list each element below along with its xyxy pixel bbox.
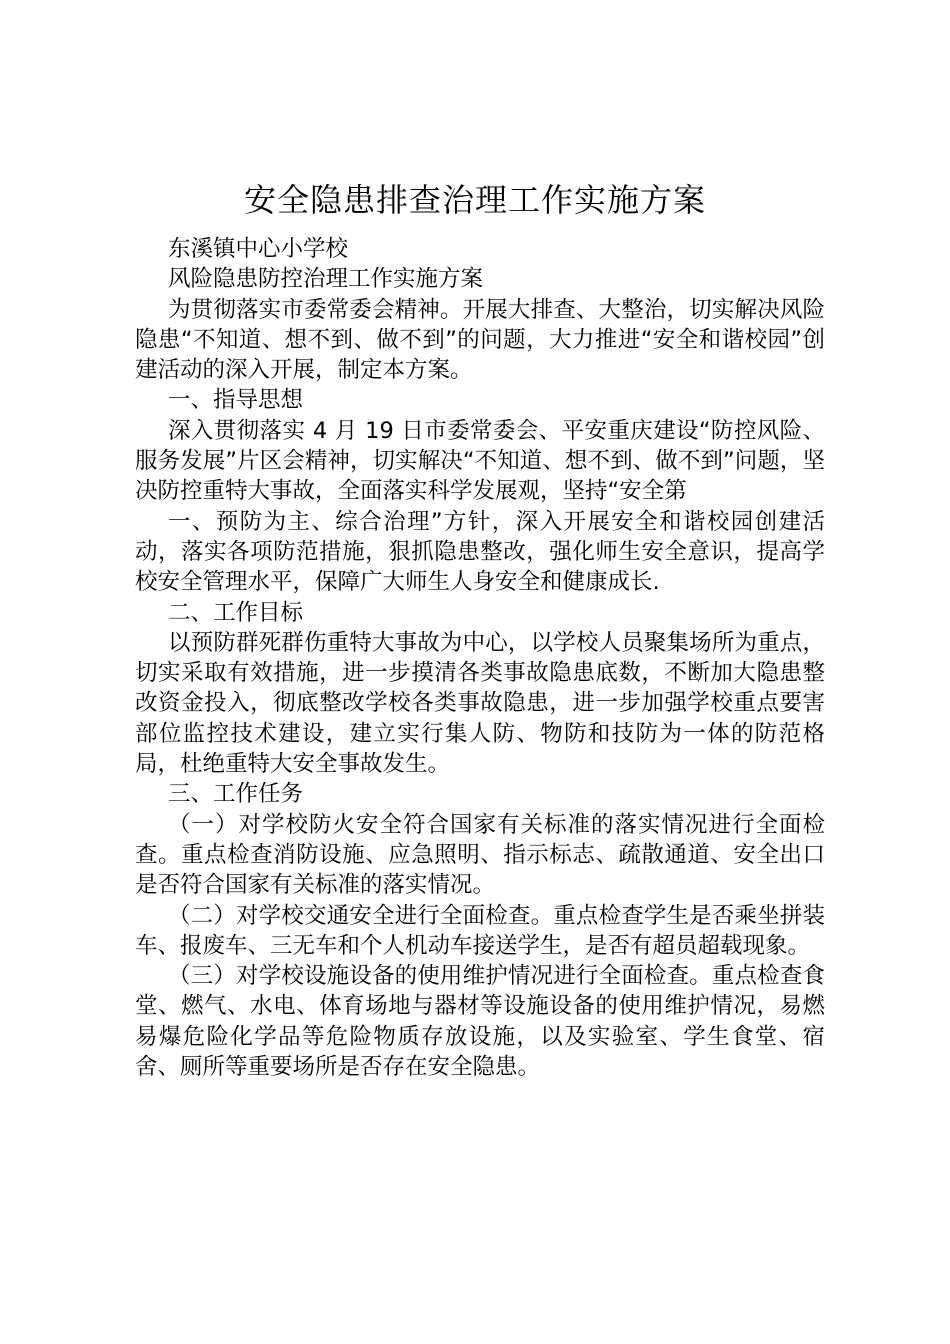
- section-heading-work-goals: 二、工作目标: [168, 599, 304, 626]
- task-item-3: （三）对学校设施设备的使用维护情况进行全面检查。重点检查食堂、燃气、水电、体育场地与器材等设施设备的使用维护情况，易燃易爆危险化学品等危险物质存放设施，以及实验室、学生食堂、宿舍、厕所等重要场所是否存在安全隐患。: [135, 963, 825, 1081]
- plan-subtitle: 风险隐患防控治理工作实施方案: [168, 266, 484, 293]
- task-item-1: （一）对学校防火安全符合国家有关标准的落实情况进行全面检查。重点检查消防设施、应急照明、指示标志、疏散通道、安全出口是否符合国家有关标准的落实情况。: [135, 811, 825, 899]
- guiding-thought-continuation: 一、预防为主、综合治理”方针，深入开展安全和谐校园创建活动，落实各项防范措施，狠抓隐患整改，强化师生安全意识，提高学校安全管理水平，保障广大师生人身安全和健康成长.: [135, 508, 825, 596]
- work-goals-paragraph: 以预防群死群伤重特大事故为中心，以学校人员聚集场所为重点，切实采取有效措施，进一步摸清各类事故隐患底数，不断加大隐患整改资金投入，彻底整改学校各类事故隐患，进一步加强学校重点要害部位监控技术建设，建立实行集人防、物防和技防为一体的防范格局，杜绝重特大安全事故发生。: [135, 629, 825, 778]
- school-name: 东溪镇中心小学校: [168, 236, 349, 262]
- document-body: [135, 234, 825, 1082]
- intro-paragraph: 为贯彻落实市委常委会精神。开展大排查、大整治，切实解决风险隐患“不知道、想不到、做不到”的问题，大力推进“安全和谐校园”创建活动的深入开展，制定本方案。: [135, 296, 825, 384]
- document-title: 安全隐患排查治理工作实施方案: [243, 181, 706, 219]
- section-heading-work-tasks: 三、工作任务: [168, 781, 304, 808]
- section-heading-guiding-thought: 一、指导思想: [168, 387, 304, 414]
- guiding-thought-paragraph: 深入贯彻落实 4 月 19 日市委常委会、平安重庆建设“防控风险、服务发展”片区会精神，切实解决“不知道、想不到、做不到”问题，坚决防控重特大事故，全面落实科学发展观，坚持“安全第: [135, 417, 825, 505]
- task-item-2: （二）对学校交通安全进行全面检查。重点检查学生是否乘坐拼装车、报废车、三无车和个人机动车接送学生，是否有超员超载现象。: [135, 902, 825, 959]
